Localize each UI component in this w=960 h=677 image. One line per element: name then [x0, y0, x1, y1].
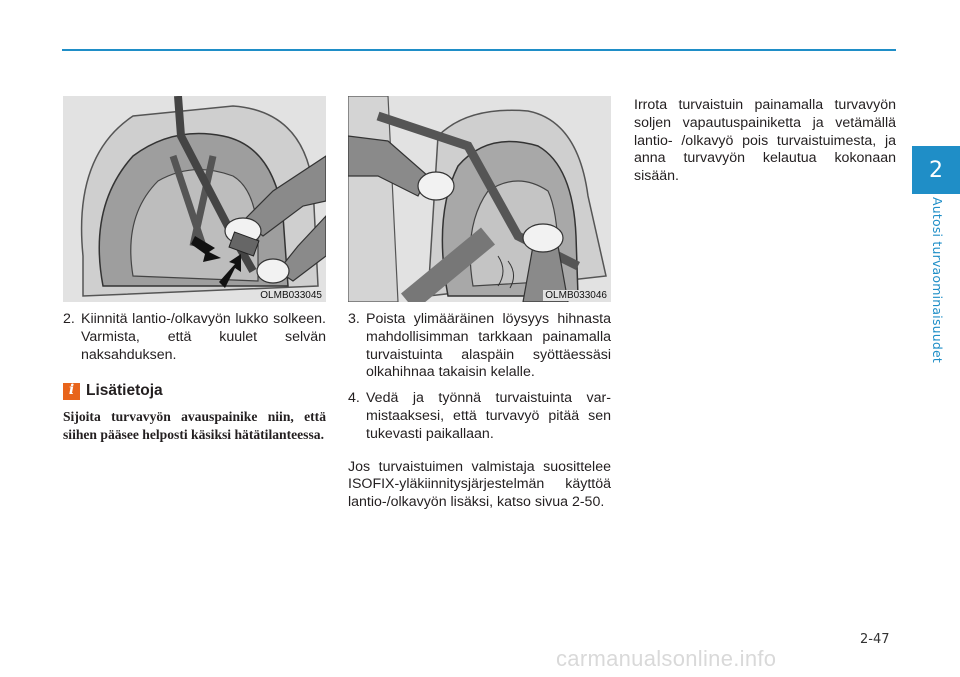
step-number: 2. [63, 311, 75, 327]
step-text: Vedä ja työnnä turvaistuinta varmistaaksesi, että turvavyö pitää sen tukevasti paikallaan. [366, 390, 611, 442]
chapter-title: Autosi turvaominaisuudet [930, 197, 945, 364]
note-body: Sijoita turvavyön avauspainike niin, että siihen pääsee helposti käsiksi hätätilanteessa. [63, 409, 326, 442]
child-seat-belt-tighten-illustration [348, 96, 611, 302]
figure-code: OLMB033045 [260, 290, 322, 301]
header-rule [62, 49, 896, 51]
step-number: 3. [348, 311, 360, 327]
release-paragraph: Irrota turvaistuin painamalla turvavyön soljen vapautuspainiketta ja vetämällä lantio- /olkavyö pois turvaistuimesta, ja anna turvavyön kelautua kokonaan sisään. [634, 97, 896, 185]
isofix-paragraph: Jos turvaistuimen valmistaja suosittelee ISOFIX-yläkiinnitysjärjestelmän käyttöä lantio-/olkavyön lisäksi, katso sivua 2-50. [348, 458, 611, 511]
step-4 [348, 390, 611, 443]
figure-buckle [63, 96, 326, 302]
step-text: Kiinnitä lantio-/olkavyön lukko solkeen. Varmista, että kuulet selvän naksahduksen. [81, 311, 326, 363]
right-column [634, 97, 896, 186]
left-column [63, 311, 326, 444]
figure-code: OLMB033046 [545, 290, 607, 301]
child-seat-buckle-illustration [63, 96, 326, 302]
note-title: Lisätietoja [86, 382, 163, 400]
step-2 [63, 311, 326, 364]
step-text: Poista ylimääräinen löysyys hihnasta mahdollisimman tarkkaan painamalla turvaistuinta alaspäin syöttäessäsi olkahihnaa takaisin kelalle. [366, 311, 611, 381]
watermark: carmanualsonline.info [556, 646, 777, 671]
note-header [63, 382, 326, 400]
step-number: 4. [348, 390, 360, 407]
step-3 [348, 311, 611, 382]
middle-column [348, 311, 611, 512]
chapter-number-tab[interactable]: 2 [912, 146, 960, 194]
figure-tighten [348, 96, 611, 302]
info-icon: i [63, 383, 80, 400]
page-number: 2-47 [860, 632, 890, 647]
